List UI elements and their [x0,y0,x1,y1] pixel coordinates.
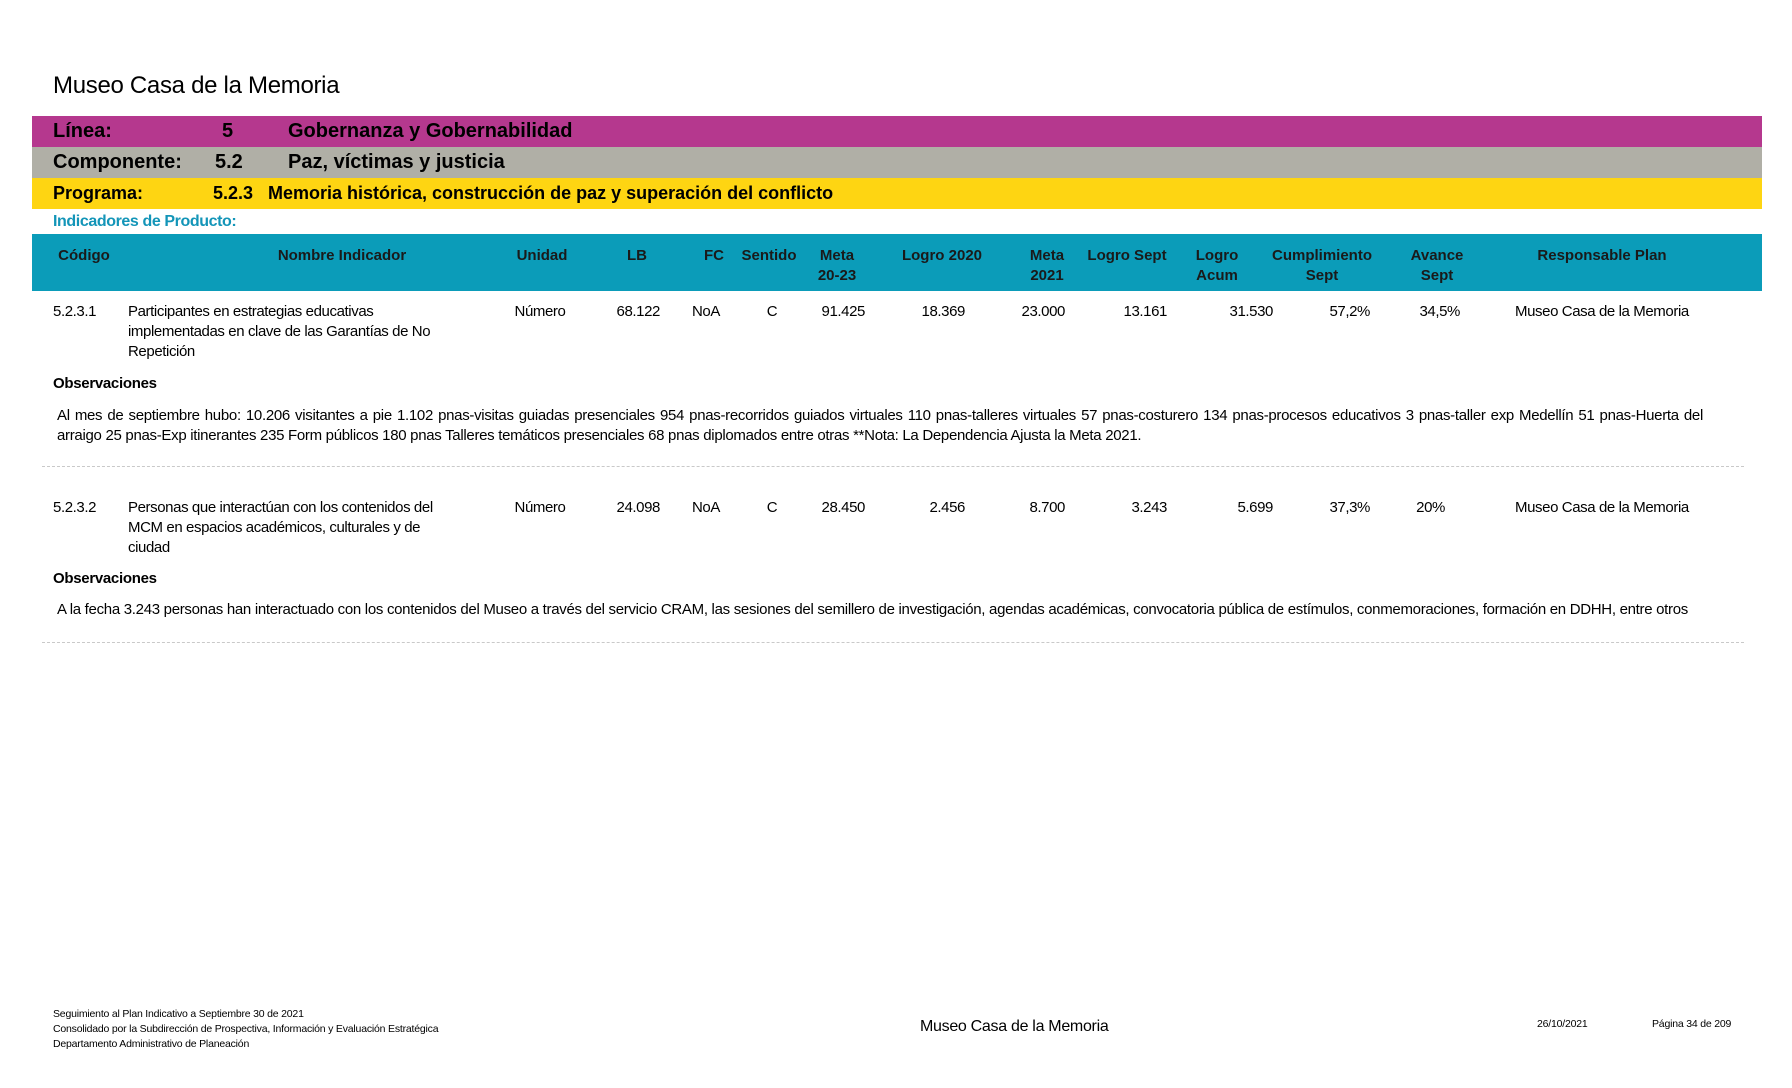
row1-logro-2020: 18.369 [921,303,965,320]
programa-name: Memoria histórica, construcción de paz y superación del conflicto [268,183,834,203]
header-lb: LB [627,247,647,264]
header-fc: FC [704,247,724,264]
row1-meta-2021: 23.000 [1021,303,1065,320]
linea-label: Línea: [53,120,112,142]
linea-code: 5 [222,120,234,142]
row1-logro-acum: 31.530 [1229,303,1273,320]
row1-cumplimiento: 57,2% [1329,303,1370,320]
row2-obs-label: Observaciones [53,570,157,587]
row2-avance: 20% [1416,499,1445,516]
footer-center: Museo Casa de la Memoria [920,1018,1109,1035]
row2-lb: 24.098 [616,499,660,516]
componente-code: 5.2 [215,151,243,173]
row1-separator [42,466,1744,467]
row2-responsable: Museo Casa de la Memoria [1515,499,1689,516]
programa-code: 5.2.3 [213,183,254,203]
row2-codigo: 5.2.3.2 [53,499,97,516]
row2-observaciones: A la fecha 3.243 personas han interactuado con los contenidos del Museo a través del servicio CRAM, las sesiones del semillero de investigación, agendas académicas, convocatoria pública de estímulos, conmemoraciones, formación en DDHH, entre otros [57,601,1688,618]
header-avance: Avance Sept [1410,247,1464,284]
linea-name: Gobernanza y Gobernabilidad [288,120,573,142]
header-meta-2021: Meta 2021 [1029,247,1065,284]
row2-logro-acum: 5.699 [1237,499,1273,516]
row1-unidad: Número [514,303,566,320]
header-meta-2023: Meta 20-23 [817,247,857,284]
footer-line2: Consolidado por la Subdirección de Prospectiva, Información y Evaluación Estratégica [53,1023,439,1035]
footer-date: 26/10/2021 [1537,1018,1588,1030]
footer-line3: Departamento Administrativo de Planeación [53,1038,250,1050]
indicadores-title: Indicadores de Producto: [53,213,237,230]
row1-nombre: Participantes en estrategias educativas implementadas en clave de las Garantías de No Repetición [128,303,431,360]
row1-fc: NoA [692,303,720,320]
header-logro-sept: Logro Sept [1087,247,1167,264]
footer-page: Página 34 de 209 [1652,1018,1732,1030]
row1-responsable: Museo Casa de la Memoria [1515,303,1689,320]
row1-sentido: C [766,303,778,320]
table-header [32,234,1762,291]
header-unidad: Unidad [516,247,568,264]
row1-obs-label: Observaciones [53,375,157,392]
row2-meta-2023: 28.450 [821,499,865,516]
componente-name: Paz, víctimas y justicia [288,151,505,173]
header-nombre: Nombre Indicador [277,247,407,264]
programa-band [32,178,1762,209]
footer-line1: Seguimiento al Plan Indicativo a Septiembre 30 de 2021 [53,1008,304,1020]
linea-band [32,116,1762,147]
componente-label: Componente: [53,151,182,173]
row2-meta-2021: 8.700 [1029,499,1065,516]
row2-sentido: C [766,499,778,516]
row2-logro-2020: 2.456 [929,499,965,516]
document-title: Museo Casa de la Memoria [53,72,340,99]
row2-separator [42,642,1744,643]
header-codigo: Código [58,247,110,264]
row2-nombre: Personas que interactúan con los contenidos del MCM en espacios académicos, culturales y de ciudad [128,499,433,556]
row1-codigo: 5.2.3.1 [53,303,97,320]
componente-band [32,147,1762,178]
footer-left [53,1007,438,1052]
row1-meta-2023: 91.425 [821,303,865,320]
row1-observaciones: Al mes de septiembre hubo: 10.206 visitantes a pie 1.102 pnas-visitas guiadas presenciales 954 pnas-recorridos guiados virtuales 110 pnas-talleres virtuales 57 pnas-costurero 134 pnas-procesos educativos 3 pnas-taller exp Medellín 51 pnas-Huerta del arraigo 25 pnas-Exp itinerantes 235 Form públicos 180 pnas Talleres temáticos presenciales 68 pnas diplomados entre otras **Nota: La Dependencia Ajusta la Meta 2021. [57,407,1703,444]
row2-cumplimiento: 37,3% [1329,499,1370,516]
row1-logro-sept: 13.161 [1123,303,1167,320]
header-sentido: Sentido [741,247,797,264]
header-logro-2020: Logro 2020 [901,247,983,264]
row2-logro-sept: 3.243 [1131,499,1167,516]
header-logro-acum: Logro Acum [1195,247,1239,284]
row1-lb: 68.122 [616,303,660,320]
programa-label: Programa: [53,183,144,203]
row1-avance: 34,5% [1419,303,1460,320]
row2-fc: NoA [692,499,720,516]
row2-unidad: Número [514,499,566,516]
header-responsable: Responsable Plan [1537,247,1667,264]
header-cumplimiento: Cumplimiento Sept [1272,247,1372,284]
